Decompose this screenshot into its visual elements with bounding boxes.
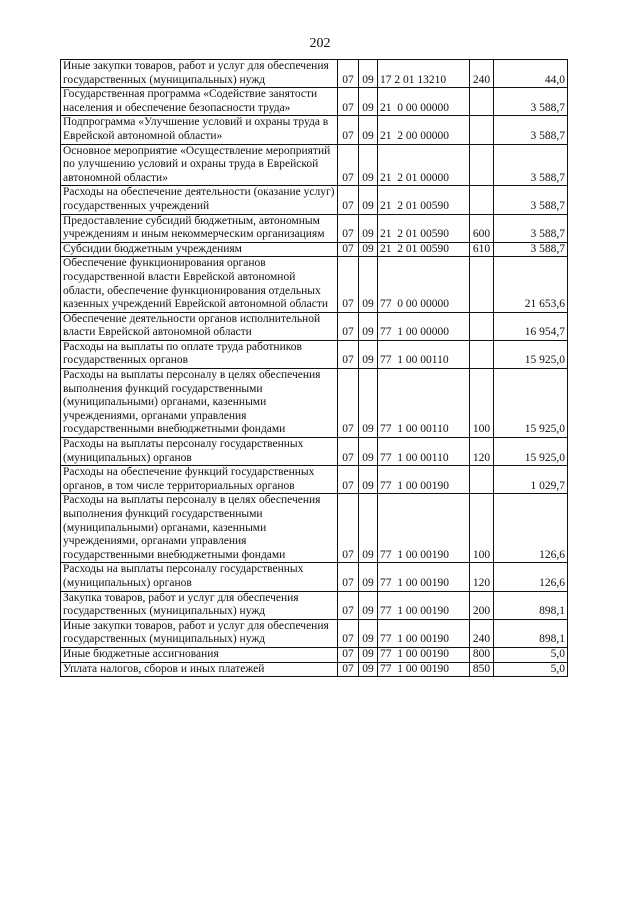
row-subsection: 09	[359, 369, 378, 438]
row-section: 07	[338, 116, 359, 144]
row-amount: 898,1	[494, 591, 568, 619]
row-expense-type	[470, 312, 494, 340]
table-row	[61, 619, 568, 647]
row-expense-type: 200	[470, 591, 494, 619]
row-name: Субсидии бюджетным учреждениям	[61, 242, 338, 257]
row-section: 07	[338, 242, 359, 257]
table-row	[61, 494, 568, 563]
row-name: Уплата налогов, сборов и иных платежей	[61, 662, 338, 677]
row-subsection: 09	[359, 144, 378, 186]
row-section: 07	[338, 60, 359, 88]
row-subsection: 09	[359, 662, 378, 677]
table-row	[61, 116, 568, 144]
row-target-article: 77 1 00 00190	[378, 563, 470, 591]
row-target-article: 77 0 00 00000	[378, 257, 470, 312]
table-row	[61, 186, 568, 214]
row-section: 07	[338, 591, 359, 619]
row-name: Расходы на выплаты персоналу государственных (муниципальных) органов	[61, 438, 338, 466]
row-amount: 5,0	[494, 647, 568, 662]
row-subsection: 09	[359, 312, 378, 340]
row-name: Расходы на выплаты по оплате труда работников государственных органов	[61, 340, 338, 368]
row-section: 07	[338, 186, 359, 214]
row-target-article: 77 1 00 00190	[378, 619, 470, 647]
row-name: Расходы на обеспечение деятельности (оказание услуг) государственных учреждений	[61, 186, 338, 214]
row-section: 07	[338, 647, 359, 662]
row-target-article: 77 1 00 00190	[378, 466, 470, 494]
page-number: 202	[309, 36, 331, 51]
row-target-article: 77 1 00 00110	[378, 438, 470, 466]
row-subsection: 09	[359, 340, 378, 368]
row-target-article: 21 2 01 00590	[378, 242, 470, 257]
row-target-article: 21 2 01 00590	[378, 214, 470, 242]
row-subsection: 09	[359, 214, 378, 242]
row-name: Расходы на выплаты персоналу государственных (муниципальных) органов	[61, 563, 338, 591]
row-subsection: 09	[359, 88, 378, 116]
row-name: Иные закупки товаров, работ и услуг для обеспечения государственных (муниципальных) нужд	[61, 619, 338, 647]
row-target-article: 21 0 00 00000	[378, 88, 470, 116]
row-target-article: 21 2 01 00590	[378, 186, 470, 214]
row-amount: 21 653,6	[494, 257, 568, 312]
row-section: 07	[338, 563, 359, 591]
row-target-article: 77 1 00 00190	[378, 494, 470, 563]
row-target-article: 77 1 00 00110	[378, 369, 470, 438]
row-section: 07	[338, 662, 359, 677]
table-row	[61, 144, 568, 186]
row-expense-type	[470, 144, 494, 186]
row-target-article: 77 1 00 00110	[378, 340, 470, 368]
row-expense-type	[470, 186, 494, 214]
row-name: Расходы на выплаты персоналу в целях обеспечения выполнения функций государственными (муниципальными) органами, казенными учреждениями, органами управления государственными внебюджетными фондами	[61, 369, 338, 438]
row-subsection: 09	[359, 242, 378, 257]
row-section: 07	[338, 312, 359, 340]
row-amount: 1 029,7	[494, 466, 568, 494]
row-section: 07	[338, 494, 359, 563]
row-expense-type	[470, 340, 494, 368]
row-subsection: 09	[359, 591, 378, 619]
row-subsection: 09	[359, 60, 378, 88]
row-name: Основное мероприятие «Осуществление мероприятий по улучшению условий и охраны труда в Еврейской автономной области»	[61, 144, 338, 186]
row-name: Предоставление субсидий бюджетным, автономным учреждениям и иным некоммерческим организациям	[61, 214, 338, 242]
row-name: Расходы на обеспечение функций государственных органов, в том числе территориальных органов	[61, 466, 338, 494]
row-amount: 3 588,7	[494, 144, 568, 186]
table-row	[61, 242, 568, 257]
row-section: 07	[338, 369, 359, 438]
row-target-article: 77 1 00 00190	[378, 647, 470, 662]
row-section: 07	[338, 257, 359, 312]
row-subsection: 09	[359, 563, 378, 591]
table-row	[61, 214, 568, 242]
row-subsection: 09	[359, 619, 378, 647]
row-section: 07	[338, 466, 359, 494]
row-subsection: 09	[359, 116, 378, 144]
table-row	[61, 257, 568, 312]
row-amount: 44,0	[494, 60, 568, 88]
row-amount: 3 588,7	[494, 186, 568, 214]
row-name: Иные закупки товаров, работ и услуг для обеспечения государственных (муниципальных) нужд	[61, 60, 338, 88]
row-name: Обеспечение функционирования органов государственной власти Еврейской автономной области, обеспечение функционирования отдельных казенных учреждений Еврейской автономной области	[61, 257, 338, 312]
row-subsection: 09	[359, 186, 378, 214]
row-target-article: 21 2 00 00000	[378, 116, 470, 144]
row-amount: 15 925,0	[494, 369, 568, 438]
row-subsection: 09	[359, 438, 378, 466]
table-row	[61, 662, 568, 677]
table-row	[61, 647, 568, 662]
row-expense-type: 100	[470, 494, 494, 563]
row-amount: 5,0	[494, 662, 568, 677]
row-amount: 3 588,7	[494, 116, 568, 144]
row-expense-type: 800	[470, 647, 494, 662]
budget-table	[60, 59, 568, 677]
row-target-article: 77 1 00 00190	[378, 591, 470, 619]
row-expense-type: 850	[470, 662, 494, 677]
row-subsection: 09	[359, 647, 378, 662]
row-expense-type: 240	[470, 60, 494, 88]
row-amount: 15 925,0	[494, 340, 568, 368]
table-row	[61, 466, 568, 494]
row-amount: 3 588,7	[494, 214, 568, 242]
row-name: Подпрограмма «Улучшение условий и охраны труда в Еврейской автономной области»	[61, 116, 338, 144]
row-target-article: 77 1 00 00000	[378, 312, 470, 340]
row-section: 07	[338, 340, 359, 368]
row-section: 07	[338, 619, 359, 647]
row-name: Расходы на выплаты персоналу в целях обеспечения выполнения функций государственными (муниципальными) органами, казенными учреждениями, органами управления государственными внебюджетными фондами	[61, 494, 338, 563]
row-name: Обеспечение деятельности органов исполнительной власти Еврейской автономной области	[61, 312, 338, 340]
row-name: Закупка товаров, работ и услуг для обеспечения государственных (муниципальных) нужд	[61, 591, 338, 619]
table-row	[61, 312, 568, 340]
row-section: 07	[338, 144, 359, 186]
row-target-article: 21 2 01 00000	[378, 144, 470, 186]
row-amount: 16 954,7	[494, 312, 568, 340]
row-target-article: 77 1 00 00190	[378, 662, 470, 677]
row-expense-type: 610	[470, 242, 494, 257]
row-amount: 15 925,0	[494, 438, 568, 466]
row-subsection: 09	[359, 466, 378, 494]
row-expense-type	[470, 88, 494, 116]
table-row	[61, 563, 568, 591]
row-expense-type	[470, 116, 494, 144]
row-expense-type	[470, 257, 494, 312]
row-section: 07	[338, 88, 359, 116]
table-row	[61, 438, 568, 466]
row-target-article: 17 2 01 13210	[378, 60, 470, 88]
row-amount: 3 588,7	[494, 88, 568, 116]
budget-table-body	[61, 60, 568, 677]
table-row	[61, 60, 568, 88]
table-row	[61, 369, 568, 438]
row-expense-type: 600	[470, 214, 494, 242]
row-section: 07	[338, 214, 359, 242]
table-row	[61, 340, 568, 368]
row-expense-type: 120	[470, 563, 494, 591]
row-amount: 126,6	[494, 563, 568, 591]
row-name: Государственная программа «Содействие занятости населения и обеспечение безопасности труда»	[61, 88, 338, 116]
row-name: Иные бюджетные ассигнования	[61, 647, 338, 662]
row-expense-type: 100	[470, 369, 494, 438]
row-subsection: 09	[359, 257, 378, 312]
row-subsection: 09	[359, 494, 378, 563]
row-amount: 126,6	[494, 494, 568, 563]
table-row	[61, 591, 568, 619]
row-amount: 898,1	[494, 619, 568, 647]
row-amount: 3 588,7	[494, 242, 568, 257]
row-section: 07	[338, 438, 359, 466]
row-expense-type: 240	[470, 619, 494, 647]
row-expense-type: 120	[470, 438, 494, 466]
row-expense-type	[470, 466, 494, 494]
table-row	[61, 88, 568, 116]
